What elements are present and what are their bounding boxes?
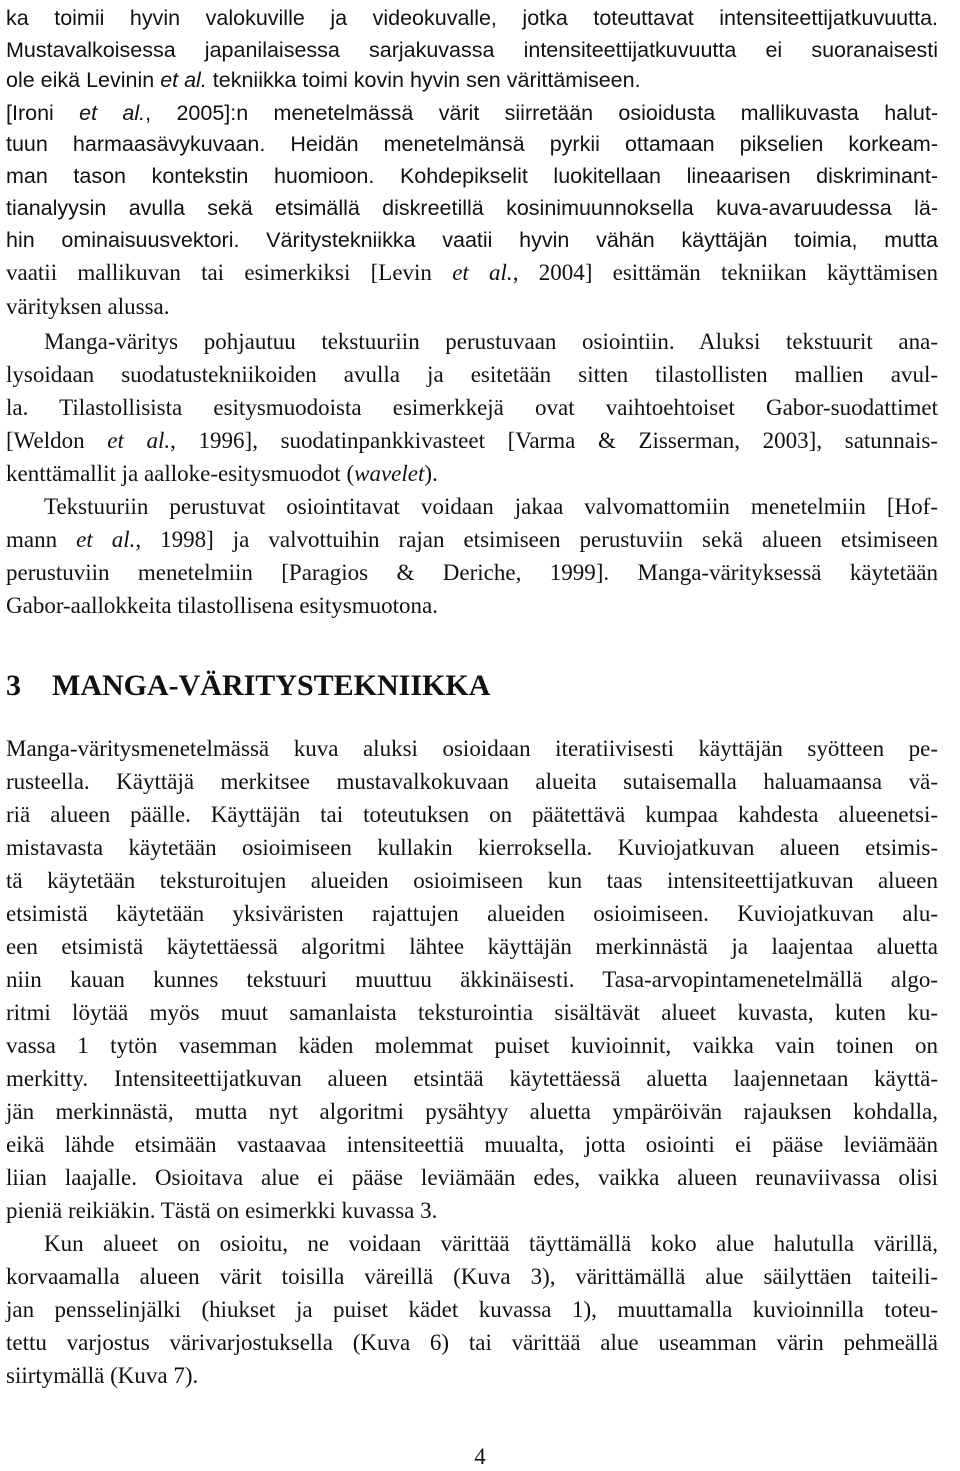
text-line: man tason kontekstin huomioon. Kohdepikselit luokitellaan lineaarisen diskriminant- [6, 164, 938, 188]
page-number: 4 [474, 1444, 486, 1469]
text-line [6, 458, 938, 490]
text-line: perustuviin menetelmiin [Paragios & Deriche, 1999]. Manga-värityksessä käytetään [6, 560, 938, 585]
text-line: la. Tilastollisista esitysmuodoista esimerkkejä ovat vaihtoehtoiset Gabor-suodattimet [6, 395, 938, 420]
text-line: pieniä reikiäkin. Tästä on esimerkki kuvassa 3. [6, 1198, 438, 1223]
term-wavelet: wavelet [354, 461, 425, 486]
text-span: , 1998] ja valvottuihin rajan etsimiseen perustuviin sekä alueen etsimiseen [135, 527, 939, 552]
text-span: ). [424, 461, 438, 486]
text-line: värityksen alussa. [6, 294, 170, 319]
text-line: Mustavalkoisessa japanilaisessa sarjakuvassa intensiteettijatkuvuutta ei suoranaisesti [6, 38, 938, 62]
section-heading [6, 666, 938, 706]
text-line [6, 97, 938, 129]
citation-etal: et al. [107, 428, 171, 453]
text-line: Gabor-aallokkeita tilastollisena esitysmuotona. [6, 593, 438, 618]
citation-etal: et al. [79, 101, 146, 125]
text-line: tianalyysin avulla sekä etsimällä diskreetillä kosinimuunnoksella kuva-avaruudessa lä- [6, 196, 938, 220]
text-line: tuun harmaasävykuvaan. Heidän menetelmänsä pyrkii ottamaan pikselien korkeam- [6, 132, 938, 156]
text-line: korvaamalla alueen värit toisilla väreillä (Kuva 3), värittämällä alue säilyttäen taiteili- [6, 1264, 938, 1289]
text-span: [Ironi [6, 101, 80, 125]
text-line: een etsimistä käytettäessä algoritmi lähtee käyttäjän merkinnästä ja laajentaa aluetta [6, 934, 938, 959]
text-line: vassa 1 tytön vasemman käden molemmat puiset kuvioinnit, vaikka vain toinen on [6, 1033, 938, 1058]
text-span: [Weldon [6, 428, 108, 453]
text-line [6, 524, 938, 556]
text-line [6, 425, 938, 457]
text-line: Kun alueet on osioitu, ne voidaan värittää täyttämällä koko alue halutulla värillä, [44, 1231, 938, 1256]
citation-etal: et al. [452, 260, 513, 285]
text-line: Tekstuuriin perustuvat osiointitavat voidaan jakaa valvomattomiin menetelmiin [Hof- [44, 494, 938, 519]
text-span: , 1996], suodatinpankkivasteet [Varma & Zisserman, 2003], satunnais- [170, 428, 938, 453]
text-line: mistavasta käytetään osioimiseen kullakin kierroksella. Kuviojatkuvan alueen etsimis- [6, 835, 938, 860]
text-span: mann [6, 527, 77, 552]
text-line: jan pensselinjälki (hiukset ja puiset kädet kuvassa 1), muuttamalla kuvioinnilla toteu- [6, 1297, 938, 1322]
text-line: siirtymällä (Kuva 7). [6, 1363, 199, 1388]
text-span: , 2005]:n menetelmässä värit siirretään osioidusta mallikuvasta halut- [145, 101, 938, 125]
citation-etal: et al. [76, 527, 136, 552]
text-line: Manga-väritys pohjautuu tekstuuriin perustuvaan osiointiin. Aluksi tekstuurit ana- [44, 329, 938, 354]
text-line: merkitty. Intensiteettijatkuvan alueen etsintää käytettäessä aluetta laajennetaan käyttä- [6, 1066, 938, 1091]
text-span: , 2004] esittämän tekniikan käyttämisen [512, 260, 938, 285]
section-number: 3 [6, 669, 21, 702]
text-line: jän merkinnästä, mutta nyt algoritmi pysähtyy aluetta ympäröivän rajauksen kohdalla, [6, 1099, 938, 1124]
text-line: ka toimii hyvin valokuville ja videokuvalle, jotka toteuttavat intensiteettijatkuvuutta. [6, 6, 938, 30]
text-line: lysoidaan suodatustekniikoiden avulla ja esitetään sitten tilastollisten mallien avul- [6, 362, 938, 387]
text-line: liian laajalle. Osioitava alue ei pääse leviämään edes, vaikka alueen reunaviivassa olisi [6, 1165, 938, 1190]
text-line: Manga-väritysmenetelmässä kuva aluksi osioidaan iteratiivisesti käyttäjän syötteen pe- [6, 736, 938, 761]
text-line: riä alueen päälle. Käyttäjän tai toteutuksen on päätettävä kumpaa kahdesta alueenetsi- [6, 802, 938, 827]
citation-etal: et al. [160, 68, 207, 92]
text-span: vaatii mallikuvan tai esimerkiksi [Levin [6, 260, 453, 285]
text-span: ole eikä Levinin [6, 68, 161, 92]
text-line: hin ominaisuusvektori. Väritystekniikka vaatii hyvin vähän käyttäjän toimia, mutta [6, 228, 938, 252]
text-line: ritmi löytää myös muut samanlaista teksturointia sisältävät alueet kuvasta, kuten ku- [6, 1000, 938, 1025]
text-span: kenttämallit ja aalloke-esitysmuodot ( [6, 461, 355, 486]
text-line: tettu varjostus värivarjostuksella (Kuva 6) tai värittää alue useamman värin pehmeällä [6, 1330, 938, 1355]
text-line: eikä lähde etsimään vastaavaa intensiteettiä muualta, jotta osiointi ei pääse leviämään [6, 1132, 938, 1157]
text-line [6, 64, 938, 96]
section-title: MANGA-VÄRITYSTEKNIIKKA [52, 669, 491, 702]
text-line: rusteella. Käyttäjä merkitsee mustavalkokuvaan alueita sutaisemalla haluamaansa vä- [6, 769, 938, 794]
text-line [6, 257, 938, 289]
text-line: niin kauan kunnes tekstuuri muuttuu äkkinäisesti. Tasa-arvopintamenetelmällä algo- [6, 967, 938, 992]
text-line: etsimistä käytetään yksiväristen rajattujen alueiden osioimiseen. Kuviojatkuvan alu- [6, 901, 938, 926]
text-line: tä käytetään teksturoitujen alueiden osioimiseen kun taas intensiteettijatkuvan alueen [6, 868, 938, 893]
text-span: tekniikka toimi kovin hyvin sen värittämiseen. [206, 68, 641, 92]
